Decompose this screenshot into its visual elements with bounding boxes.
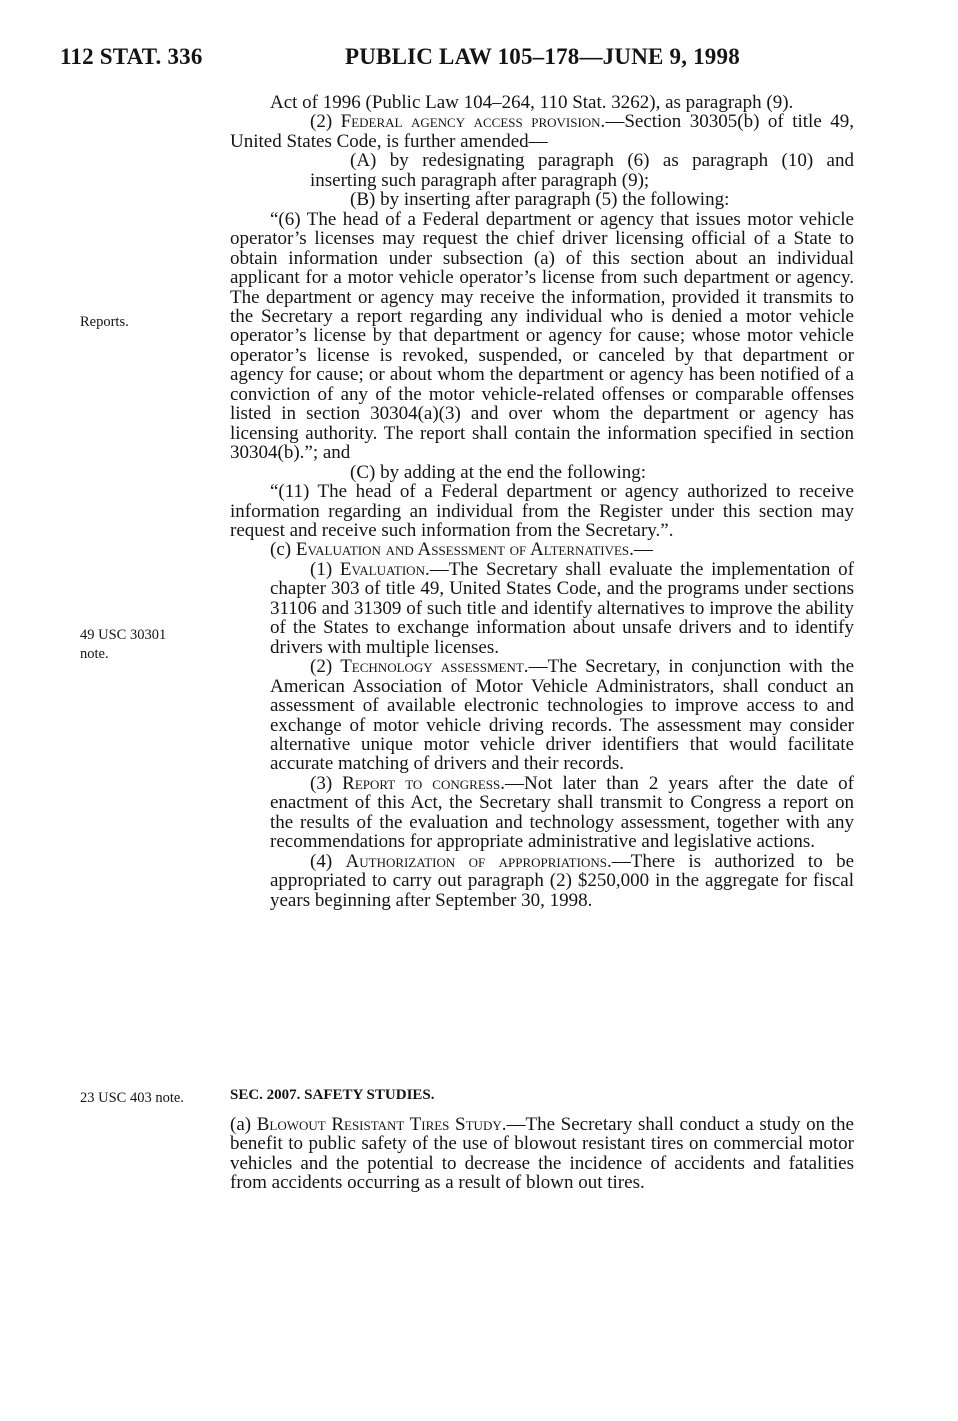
paragraph-c2-text: —The Secretary, in conjunction with the American Association of Motor Vehicle Administrators, shall conduct an assessment of available electronic technologies to improve access to and exchange of motor vehicle driving records. The assessment may consider alternative unique motor vehicle driver identifiers that would facilitate accurate matching of drivers and their records. — [270, 656, 855, 775]
section-2007 — [230, 1086, 854, 1193]
paragraph-c1-heading: Evaluation. — [339, 558, 430, 580]
subparagraph-C: (C) by adding at the end the following: — [350, 461, 647, 483]
subsection-c — [230, 540, 854, 559]
paragraph-2-heading: Federal agency access provision. — [340, 111, 606, 133]
section-heading: SEC. 2007. SAFETY STUDIES. — [230, 1087, 435, 1103]
subsection-c-dash: — — [633, 539, 653, 561]
paragraph-c3-text: —Not later than 2 years after the date of enactment of this Act, the Secretary shall transmit to Congress a report on the results of the evaluation and technology assessment, together with any recommendations for appropriate administrative and legislative actions. — [270, 772, 854, 853]
paragraph-c4-heading: Authorization of appropriations. — [345, 850, 612, 872]
paragraph-2-text: —Section 30305(b) of title 49, United States Code, is further amended— — [230, 111, 854, 152]
subsection-a-number: (a) — [230, 1114, 257, 1135]
paragraph-c2 — [230, 657, 854, 774]
margin-note-usc-30301-note: note. — [80, 646, 109, 662]
paragraph-2-number: (2) — [310, 111, 341, 133]
paragraph-c3 — [230, 774, 854, 852]
statute-body — [230, 93, 854, 910]
subsection-a-text: —The Secretary shall conduct a study on the benefit to public safety of the use of blowout resistant tires on commercial motor vehicles and the potential to decrease the incidence of accidents and fatalities from accidents occurring as a result of blown out tires. — [230, 1114, 854, 1194]
margin-note-reports: Reports. — [80, 314, 129, 330]
paragraph-c1 — [230, 560, 854, 657]
paragraph-c4 — [230, 852, 854, 910]
paragraph-c1-number: (1) — [310, 558, 340, 580]
subsection-a — [230, 1115, 854, 1193]
running-title: PUBLIC LAW 105–178—JUNE 9, 1998 — [345, 44, 740, 69]
paragraph-c4-text: —There is authorized to be appropriated to carry out paragraph (2) $250,000 in the aggregate for fiscal years beginning after September 30, 1998. — [270, 850, 854, 911]
quoted-paragraph-6: “(6) The head of a Federal department or agency that issues motor vehicle operator’s licenses may request the chief driver licensing official of a State to obtain information under subsection (a) of this section about an individual applicant for a motor vehicle operator’s license from such department or agency. The department or agency may receive the information, provided it transmits to the Secretary a report regarding any individual who is denied a motor vehicle operator’s license by that department or agency for cause; whose motor vehicle operator’s license is revoked, suspended, or canceled by that department or agency for cause; or about whom the department or agency has been notified of a conviction of any of the motor vehicle-related offenses or comparable offenses listed in section 30304(a)(3) and over whom the department or agency has licensing authority. The report shall contain the information specified in section 30304(b).”; and — [230, 208, 854, 464]
subsection-c-number: (c) — [270, 539, 296, 561]
paragraph-c3-heading: Report to congress. — [342, 772, 505, 794]
quoted-paragraph-11: “(11) The head of a Federal department or agency authorized to receive information regarding an individual from the Register under this section may request and receive such information from the Secretary.”. — [230, 481, 854, 541]
paragraph-c3-number: (3) — [310, 772, 343, 794]
margin-note-usc-403: 23 USC 403 note. — [80, 1090, 184, 1106]
paragraph-c2-number: (2) — [310, 656, 341, 678]
subsection-a-heading: Blowout Resistant Tires Study. — [256, 1114, 507, 1135]
paragraph-c2-heading: Technology assessment. — [340, 656, 529, 678]
subparagraph-B: (B) by inserting after paragraph (5) the following: — [350, 189, 730, 211]
paragraph-2 — [230, 112, 854, 151]
paragraph-c4-number: (4) — [310, 850, 346, 872]
subparagraph-A: (A) by redesignating paragraph (6) as paragraph (10) and inserting such paragraph after paragraph (9); — [310, 150, 854, 191]
paragraph-c1-text: —The Secretary shall evaluate the implementation of chapter 303 of title 49, United States Code, and the programs under sections 31106 and 31309 of such title and identify alternatives to improve the ability of the States to exchange information about unsafe drivers and to identify drivers with multiple licenses. — [270, 558, 854, 658]
page-reference: 112 STAT. 336 — [60, 44, 203, 69]
margin-note-usc-30301: 49 USC 30301 — [80, 627, 167, 643]
paragraph-continuation: Act of 1996 (Public Law 104–264, 110 Stat. 3262), as paragraph (9). — [270, 92, 794, 113]
subsection-c-heading: Evaluation and Assessment of Alternatives. — [295, 539, 634, 561]
